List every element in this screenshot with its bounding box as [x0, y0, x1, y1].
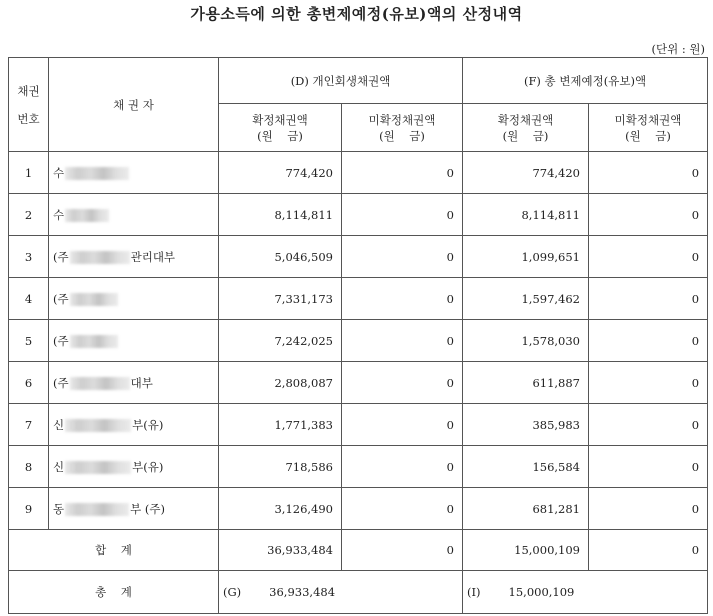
table-row [9, 236, 708, 278]
total-g-tag: (G) [223, 585, 242, 599]
d-unconfirmed-cell: 0 [342, 320, 463, 362]
creditor-no: 2 [9, 194, 49, 236]
creditor-name [49, 278, 219, 320]
redacted-mark [65, 167, 129, 180]
redacted-mark [65, 419, 131, 432]
subtotal-f-unconfirmed: 0 [589, 530, 708, 571]
f-unconfirmed-cell: 0 [589, 152, 708, 194]
d-confirmed-cell: 2,808,087 [219, 362, 342, 404]
creditor-no: 4 [9, 278, 49, 320]
creditor-name-prefix: 신 [53, 417, 65, 432]
total-i-value: 15,000,109 [508, 585, 575, 599]
creditor-name-suffix: 부(유) [132, 459, 164, 474]
creditor-no: 7 [9, 404, 49, 446]
f-unconfirmed-cell: 0 [589, 236, 708, 278]
creditor-name [49, 446, 219, 488]
unit-label: (단위 : 원) [651, 42, 705, 56]
d-unconfirmed-won: (원 금) [379, 128, 425, 143]
creditor-no: 9 [9, 488, 49, 530]
creditor-name-prefix: 수 [53, 165, 65, 180]
f-confirmed-cell: 1,578,030 [463, 320, 589, 362]
creditor-name [49, 194, 219, 236]
creditor-name [49, 488, 219, 530]
redacted-mark [70, 251, 130, 264]
creditor-name-suffix: 대부 [130, 375, 153, 390]
subtotal-d-confirmed: 36,933,484 [219, 530, 342, 571]
d-confirmed-cell: 718,586 [219, 446, 342, 488]
table-row [9, 320, 708, 362]
d-confirmed-header [219, 104, 342, 152]
f-unconfirmed-cell: 0 [589, 446, 708, 488]
f-unconfirmed-cell: 0 [589, 404, 708, 446]
d-confirmed-label: 확정채권액 [252, 112, 308, 127]
redacted-mark [70, 377, 130, 390]
creditor-name [49, 404, 219, 446]
redacted-mark [70, 335, 118, 348]
creditor-name [49, 152, 219, 194]
table-row [9, 404, 708, 446]
creditor-name [49, 236, 219, 278]
creditor-name [49, 362, 219, 404]
creditor-name-suffix: 부 (주) [130, 501, 165, 516]
d-unconfirmed-label: 미확정채권액 [368, 112, 436, 127]
creditor-name-prefix: (주 [53, 291, 69, 306]
total-i-cell [463, 571, 708, 614]
total-g-cell [219, 571, 463, 614]
d-confirmed-cell: 1,771,383 [219, 404, 342, 446]
d-confirmed-cell: 8,114,811 [219, 194, 342, 236]
f-unconfirmed-header [589, 104, 708, 152]
f-confirmed-cell: 681,281 [463, 488, 589, 530]
creditor-name-prefix: (주 [53, 249, 69, 264]
table-row [9, 278, 708, 320]
d-unconfirmed-cell: 0 [342, 194, 463, 236]
d-confirmed-won: (원 금) [257, 128, 303, 143]
f-confirmed-cell: 1,597,462 [463, 278, 589, 320]
subtotal-f-confirmed: 15,000,109 [463, 530, 589, 571]
redacted-mark [70, 293, 118, 306]
d-unconfirmed-cell: 0 [342, 278, 463, 320]
table-row [9, 362, 708, 404]
d-confirmed-cell: 7,242,025 [219, 320, 342, 362]
redacted-mark [65, 209, 109, 222]
d-unconfirmed-header [342, 104, 463, 152]
table-row [9, 446, 708, 488]
f-confirmed-won: (원 금) [502, 128, 549, 143]
redacted-mark [65, 461, 131, 474]
creditor-name-prefix: 동 [53, 501, 65, 516]
d-unconfirmed-cell: 0 [342, 404, 463, 446]
subtotal-label [9, 530, 219, 571]
creditor-no: 1 [9, 152, 49, 194]
total-row [9, 571, 708, 614]
d-confirmed-cell: 3,126,490 [219, 488, 342, 530]
d-confirmed-cell: 774,420 [219, 152, 342, 194]
group-d-header: (D) 개인회생채권액 [219, 58, 463, 104]
table-row [9, 152, 708, 194]
table-row [9, 488, 708, 530]
f-confirmed-cell: 8,114,811 [463, 194, 589, 236]
col-creditor-header: 채 권 자 [49, 58, 219, 152]
f-unconfirmed-cell: 0 [589, 362, 708, 404]
f-confirmed-header [463, 104, 589, 152]
f-confirmed-cell: 1,099,651 [463, 236, 589, 278]
f-confirmed-cell: 156,584 [463, 446, 589, 488]
f-unconfirmed-cell: 0 [589, 488, 708, 530]
document-title: 가용소득에 의한 총변제예정(유보)액의 산정내역 [190, 5, 523, 23]
subtotal-label-text: 합 계 [95, 543, 132, 557]
d-unconfirmed-cell: 0 [342, 446, 463, 488]
f-unconfirmed-label: 미확정채권액 [614, 112, 682, 127]
col-creditor-no-header [9, 58, 49, 152]
f-unconfirmed-cell: 0 [589, 320, 708, 362]
creditor-name-prefix: (주 [53, 333, 69, 348]
creditor-name-suffix: 부(유) [132, 417, 164, 432]
col-no-line2: 번호 [17, 111, 40, 126]
total-g-value: 36,933,484 [269, 585, 336, 599]
total-i-tag: (I) [467, 585, 481, 599]
repayment-table [8, 57, 708, 614]
creditor-no: 3 [9, 236, 49, 278]
creditor-name-prefix: 수 [53, 207, 65, 222]
subtotal-d-unconfirmed: 0 [342, 530, 463, 571]
f-confirmed-label: 확정채권액 [497, 112, 554, 127]
d-unconfirmed-cell: 0 [342, 236, 463, 278]
redacted-mark [65, 503, 129, 516]
creditor-no: 5 [9, 320, 49, 362]
f-unconfirmed-cell: 0 [589, 278, 708, 320]
creditor-name [49, 320, 219, 362]
creditor-no: 6 [9, 362, 49, 404]
d-unconfirmed-cell: 0 [342, 362, 463, 404]
f-confirmed-cell: 611,887 [463, 362, 589, 404]
f-unconfirmed-won: (원 금) [625, 128, 671, 143]
d-confirmed-cell: 7,331,173 [219, 278, 342, 320]
subtotal-row [9, 530, 708, 571]
total-label [9, 571, 219, 614]
creditor-name-suffix: 관리대부 [130, 249, 176, 264]
f-confirmed-cell: 385,983 [463, 404, 589, 446]
f-confirmed-cell: 774,420 [463, 152, 589, 194]
d-unconfirmed-cell: 0 [342, 488, 463, 530]
creditor-name-prefix: (주 [53, 375, 69, 390]
creditor-no: 8 [9, 446, 49, 488]
f-unconfirmed-cell: 0 [589, 194, 708, 236]
total-label-text: 총 계 [95, 585, 132, 599]
table-row [9, 194, 708, 236]
col-no-line1: 채권 [17, 83, 40, 98]
d-unconfirmed-cell: 0 [342, 152, 463, 194]
group-f-header: (F) 총 변제예정(유보)액 [463, 58, 708, 104]
d-confirmed-cell: 5,046,509 [219, 236, 342, 278]
creditor-name-prefix: 신 [53, 459, 65, 474]
